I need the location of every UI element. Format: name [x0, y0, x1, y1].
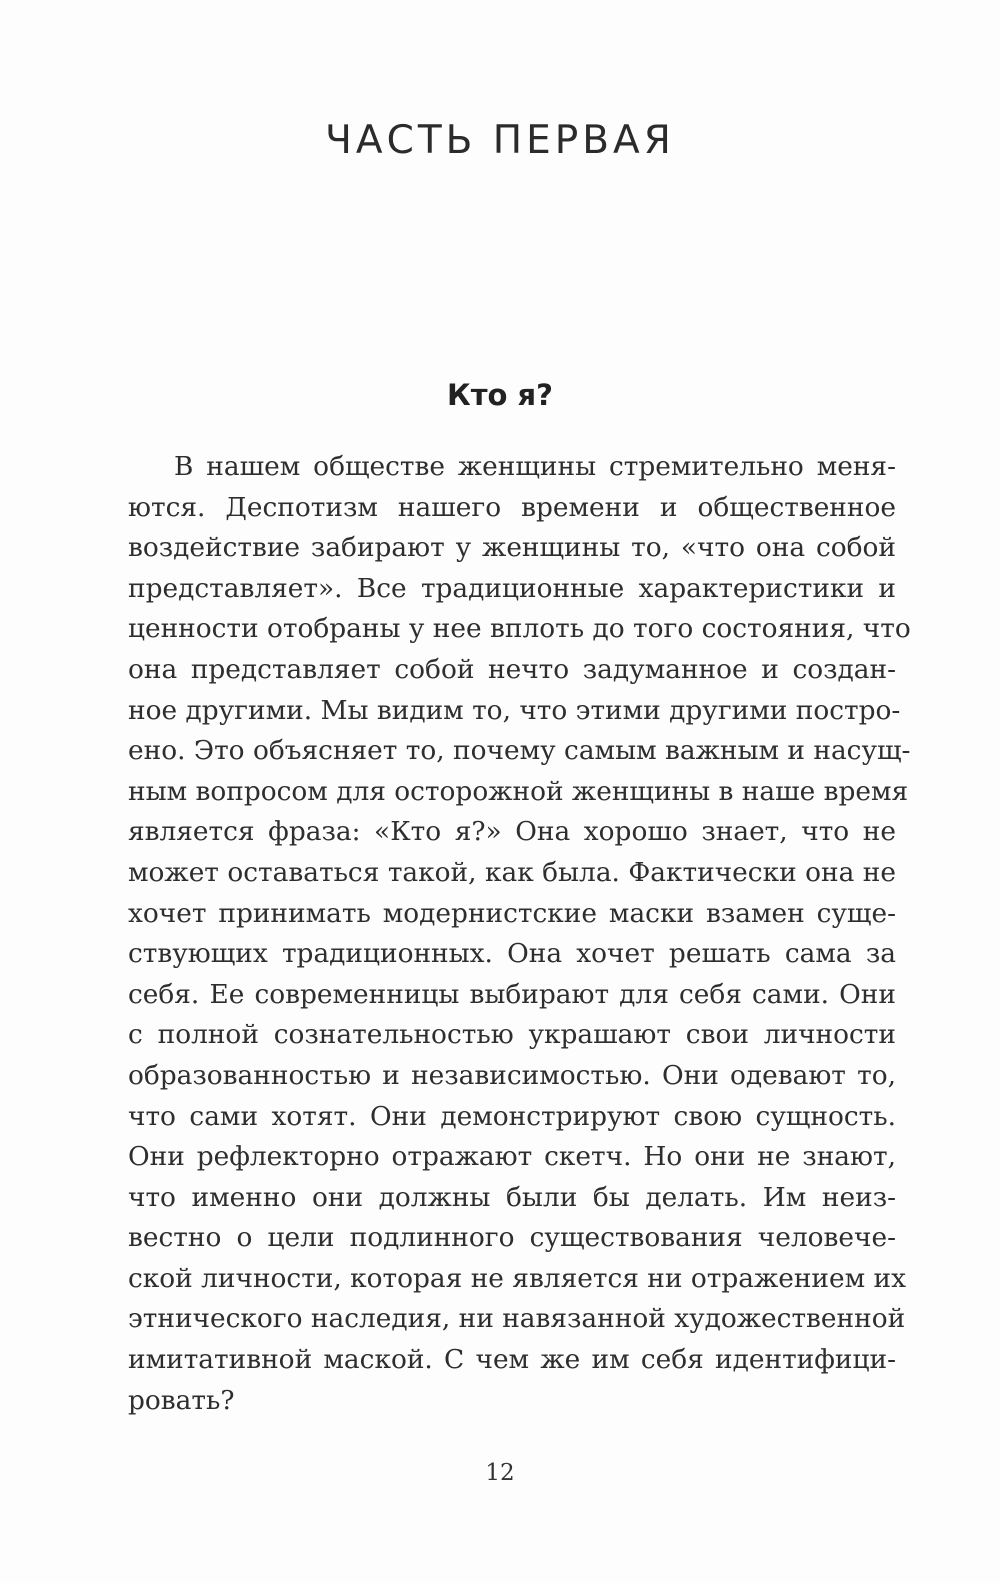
paragraph-line: ской личности, которая не является ни отражением их — [128, 1262, 907, 1294]
body-paragraph — [128, 447, 911, 1421]
paragraph-line: может оставаться такой, как была. Фактически она не — [128, 856, 896, 888]
chapter-title: Кто я? — [447, 378, 553, 412]
paragraph-line: что именно они должны были бы делать. Им неиз- — [128, 1181, 896, 1213]
paragraph-line: что сами хотят. Они демонстрируют свою сущность. — [128, 1100, 896, 1132]
paragraph-line: себя. Ее современницы выбирают для себя сами. Они — [128, 978, 896, 1010]
paragraph-line: ным вопросом для осторожной женщины в наше время — [128, 775, 909, 807]
part-title: ЧАСТЬ ПЕРВАЯ — [325, 118, 675, 163]
paragraph-line: этнического наследия, ни навязанной художественной — [128, 1303, 906, 1335]
paragraph-line: является фраза: «Кто я?» Она хорошо знает, что не — [128, 816, 896, 848]
paragraph-line: В нашем обществе женщины стремительно меня- — [174, 451, 896, 482]
paragraph-line: она представляет собой нечто задуманное и создан- — [128, 653, 896, 685]
paragraph-line: воздействие забирают у женщины то, «что она собой — [128, 532, 896, 564]
paragraph-line: ровать? — [128, 1384, 235, 1416]
paragraph-line: представляет». Все традиционные характеристики и — [128, 572, 896, 604]
paragraph-line: имитативной маской. С чем же им себя идентифици- — [128, 1344, 896, 1376]
paragraph-line: с полной сознательностью украшают свои личности — [128, 1019, 896, 1051]
paragraph-line: ное другими. Мы видим то, что этими другими постро- — [128, 694, 901, 726]
paragraph-line: ено. Это объясняет то, почему самым важным и насущ- — [128, 735, 911, 767]
paragraph-line: вестно о цели подлинного существования человече- — [128, 1222, 896, 1254]
paragraph-line: ценности отобраны у нее вплоть до того состояния, что — [128, 613, 911, 645]
paragraph-line: ствующих традиционных. Она хочет решать сама за — [128, 938, 896, 970]
paragraph-line: Они рефлекторно отражают скетч. Но они не знают, — [128, 1141, 896, 1173]
paragraph-line: хочет принимать модернистские маски взамен суще- — [128, 897, 896, 929]
paragraph-line: ются. Деспотизм нашего времени и общественное — [128, 491, 896, 523]
page-number: 12 — [485, 1460, 515, 1486]
paragraph-line: образованностью и независимостью. Они одевают то, — [128, 1059, 896, 1091]
